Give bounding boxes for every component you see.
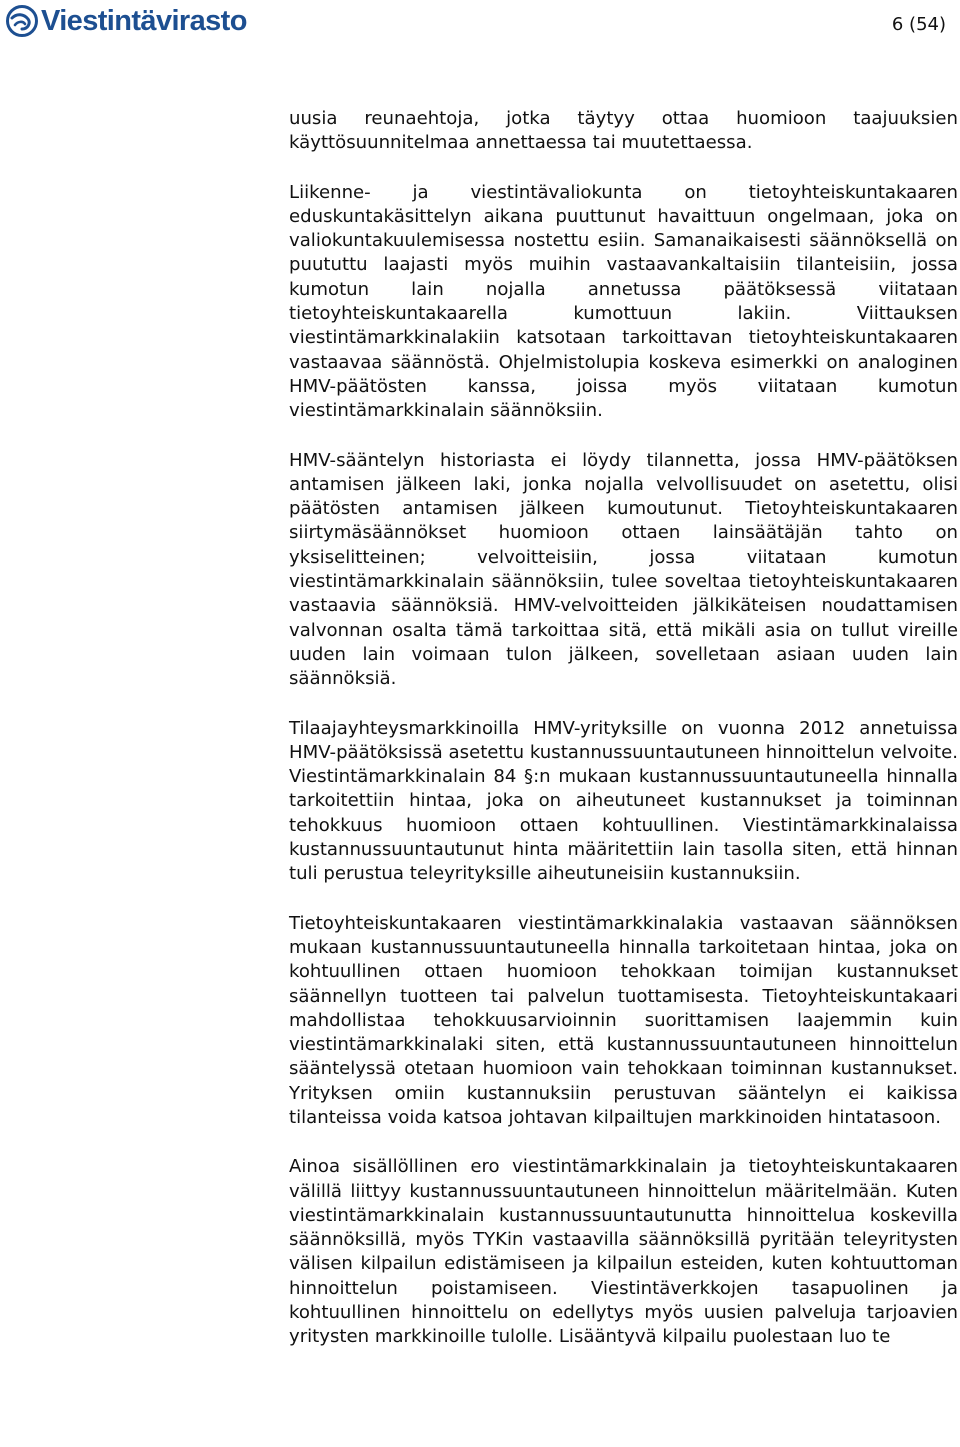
paragraph-1: uusia reunaehtoja, jotka täytyy ottaa huomioon taajuuksien käyttösuunnitelmaa annettaessa tai muutettaessa. [289,108,958,154]
viestintavirasto-logo [6,4,247,38]
page-header [0,0,960,60]
paragraph-5: Tietoyhteiskuntakaaren viestintämarkkinalakia vastaavan säännöksen mukaan kustannussuuntautuneella hinnalla tarkoitetaan hintaa, joka on kohtuullinen ottaen huomioon tehokkaan toimijan kustannukset säännellyn tuotteen tai palvelun tuottamisesta. Tietoyhteiskuntakaari mahdollistaa tehokkuusarvioinnin suorittamisen laajemmin kuin viestintämarkkinalaki siten, että kustannussuuntautuneen hinnoittelun sääntelyssä otetaan huomioon vain tehokkaan toiminnan kustannukset. Yrityksen omiin kustannuksiin perustuvan sääntelyn ei kaikissa tilanteissa voida katsoa johtavan kilpailtujen markkinoiden hintatasoon. [289,912,958,1128]
logo-swirl-icon [6,5,38,37]
paragraph-3: HMV-sääntelyn historiasta ei löydy tilannetta, jossa HMV-päätöksen antamisen jälkeen laki, jonka nojalla velvollisuudet on asetettu, olisi päätösten antamisen jälkeen kumoutunut. Tietoyhteiskuntakaaren siirtymäsäännökset huomioon ottaen lainsäätäjän tahto on yksiselitteinen; velvoitteisiin, jossa viitataan kumotun viestintämarkkinalain säännöksiin, tulee soveltaa tietoyhteiskuntakaaren vastaavia säännöksiä. HMV-velvoitteiden jälkikäteisen noudattamisen valvonnan osalta tämä tarkoittaa sitä, että mikäli asia on tullut vireille uuden lain voimaan tulon jälkeen, sovelletaan asiaan uuden lain säännöksiä. [289,449,958,690]
document-body [289,107,958,1375]
paragraph-4: Tilaajayhteysmarkkinoilla HMV-yrityksille on vuonna 2012 annetuissa HMV-päätöksissä asetettu kustannussuuntautuneen hinnoittelun velvoite. Viestintämarkkinalain 84 §:n mukaan kustannussuuntautuneella hinnalla tarkoitettiin hintaa, joka on aiheutuneet kustannukset ja toiminnan tehokkuus huomioon ottaen kohtuullinen. Viestintämarkkinalaissa kustannussuuntautunut hinta määritettiin lain tasolla siten, että hinnan tuli perustua teleyrityksille aiheutuneisiin kustannuksiin. [289,717,958,885]
paragraph-6: Ainoa sisällöllinen ero viestintämarkkinalain ja tietoyhteiskuntakaaren välillä liittyy kustannussuuntautuneen hinnoittelun määritelmään. Kuten viestintämarkkinalain kustannussuuntautunutta hinnoittelua koskevilla säännöksillä, myös TYKin vastaavilla säännöksillä pyritään teleyritysten välisen kilpailun edistämiseen ja kilpailun esteiden, kuten kohtuuttoman hinnoittelun poistamiseen. Viestintäverkkojen tasapuolinen ja kohtuullinen hinnoittelu on edellytys myös uusien palveluja tarjoavien yritysten markkinoille tulolle. Lisääntyvä kilpailu puolestaan luo te [289,1156,958,1348]
page-number: 6 (54) [891,14,946,35]
logo-text: Viestintävirasto [41,5,247,37]
paragraph-2: Liikenne- ja viestintävaliokunta on tietoyhteiskuntakaaren eduskuntakäsittelyn aikana puuttunut havaittuun ongelmaan, joka on valiokuntakuulemisessa nostettu esiin. Samanaikaisesti säännöksellä on puututtu laajasti myös muihin vastaavankaltaisiin tilanteisiin, jossa kumotun lain nojalla annetussa päätöksessä viitataan tietoyhteiskuntakaarella kumottuun lakiin. Viittauksen viestintämarkkinalakiin katsotaan tarkoittavan tietoyhteiskuntakaaren vastaavaa säännöstä. Ohjelmistolupia koskeva esimerkki on analoginen HMV-päätösten kanssa, joissa myös viitataan kumotun viestintämarkkinalain säännöksiin. [289,181,958,422]
